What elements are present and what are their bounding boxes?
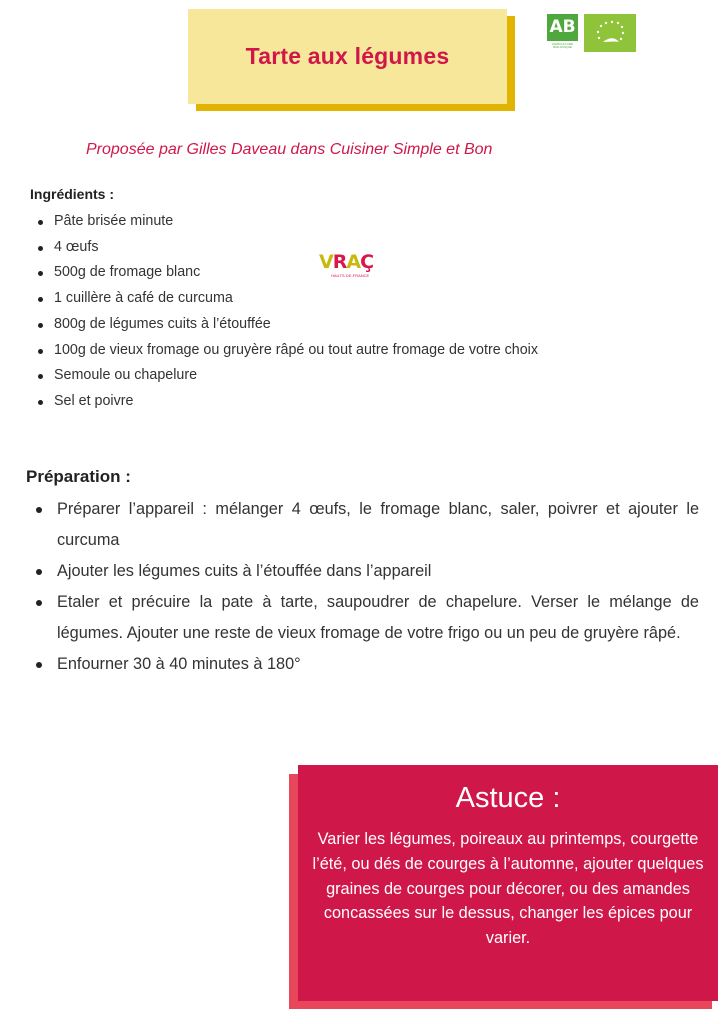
ingredient-item: 800g de légumes cuits à l’étouffée xyxy=(30,312,558,338)
vrac-logo xyxy=(319,251,374,287)
ingredient-item: 4 œufs xyxy=(30,235,558,261)
tip-heading: Astuce : xyxy=(455,782,561,814)
ingredient-item: Semoule ou chapelure xyxy=(30,363,558,389)
preparation-step: Etaler et précuire la pate à tarte, saupoudrer de chapelure. Verser le mélange de légumes. Ajouter une reste de vieux fromage de votre frigo ou un peu de gruyère râpé. xyxy=(26,587,699,649)
ab-logo xyxy=(547,14,578,52)
eu-leaf-icon xyxy=(584,14,636,52)
ingredient-item: Pâte brisée minute xyxy=(30,209,558,235)
ingredient-item: 500g de fromage blanc xyxy=(30,260,558,286)
vrac-letter: R xyxy=(332,251,347,273)
ingredient-item: Sel et poivre xyxy=(30,389,558,415)
ingredient-item: 1 cuillère à café de curcuma xyxy=(30,286,558,312)
ingredients-list xyxy=(30,209,558,415)
eu-organic-logo xyxy=(584,14,636,52)
ingredients-heading: Ingrédients : xyxy=(30,186,115,202)
recipe-title: Tarte aux légumes xyxy=(245,43,450,69)
tip-box xyxy=(298,765,718,1001)
vrac-letter: A xyxy=(346,251,361,273)
preparation-step: Enfourner 30 à 40 minutes à 180° xyxy=(26,649,699,680)
ab-logo-caption: AGRICULTURE BIOLOGIQUE xyxy=(551,42,574,49)
ingredient-item: 100g de vieux fromage ou gruyère râpé ou tout autre fromage de votre choix xyxy=(30,338,558,364)
recipe-subtitle: Proposée par Gilles Daveau dans Cuisiner Simple et Bon xyxy=(86,141,493,158)
preparation-step: Préparer l’appareil : mélanger 4 œufs, le fromage blanc, saler, poivrer et ajouter le curcuma xyxy=(26,494,699,556)
tip-text: Varier les légumes, poireaux au printemps, courgette l’été, ou dés de courges à l’automne, ajouter quelques graines de courges pour décorer, ou des amandes concassées sur le dessus, changer les épices pour varier. xyxy=(312,830,704,948)
vrac-logo-caption: HAUTS-DE-FRANCE xyxy=(331,273,370,278)
preparation-step: Ajouter les légumes cuits à l’étouffée dans l’appareil xyxy=(26,556,699,587)
vrac-logo-word xyxy=(319,251,374,273)
vrac-letter: V xyxy=(319,251,333,273)
vrac-letter: Ç xyxy=(360,251,374,273)
ab-logo-letters: AB xyxy=(547,14,578,41)
title-box xyxy=(188,9,507,104)
preparation-list xyxy=(26,494,699,680)
preparation-heading: Préparation : xyxy=(26,467,131,486)
